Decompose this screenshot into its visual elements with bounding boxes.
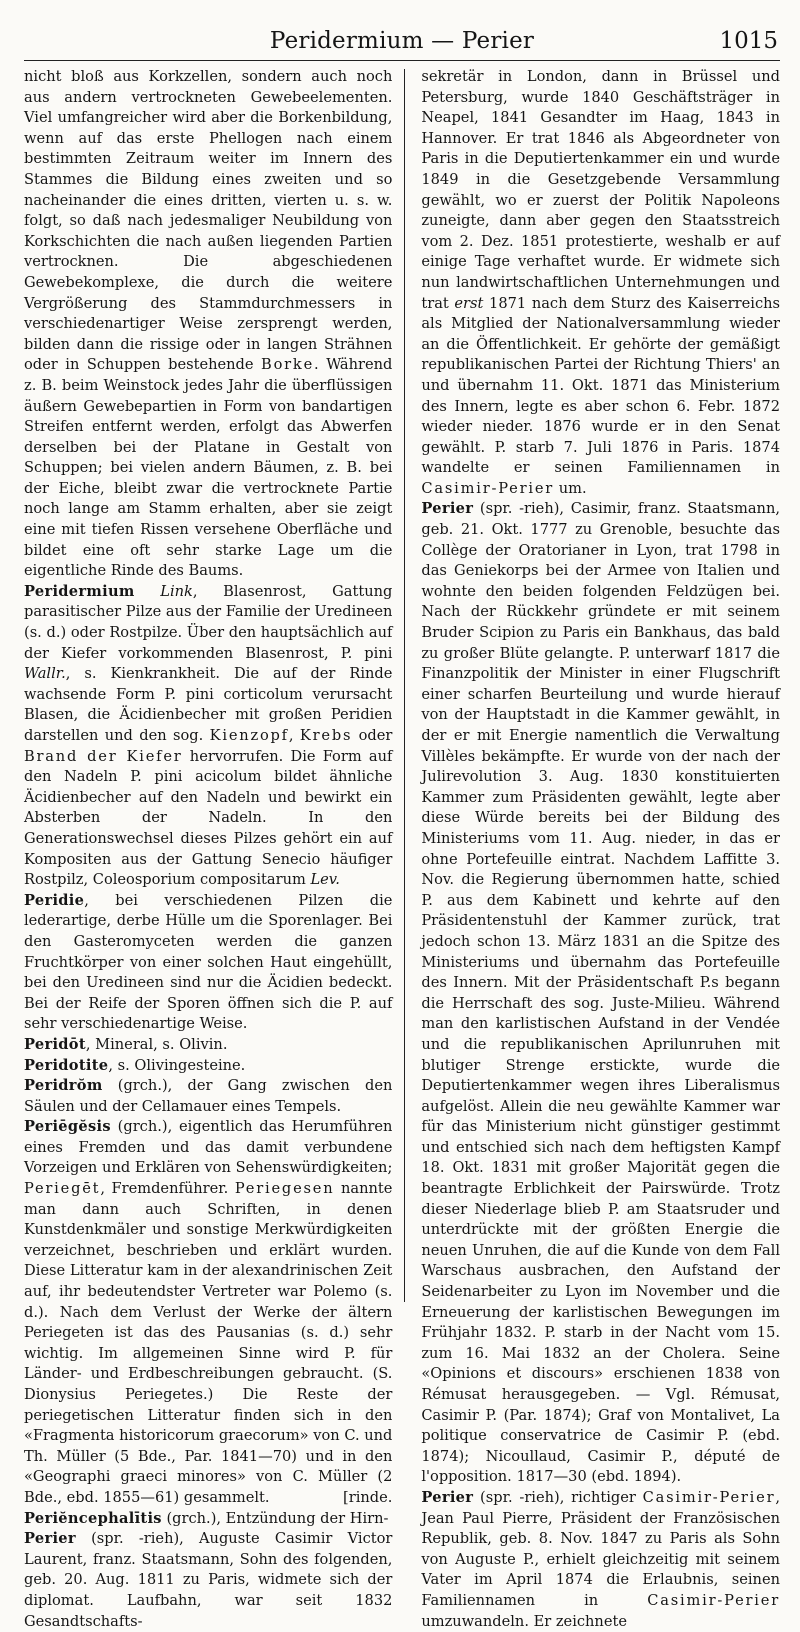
entry-periegesis: Periēgĕsis (grch.), eigentlich das Herumführen eines Fremden und das damit verbundene Vorzeigen und Erklären von Sehenswürdigkeiten; Periegēt, Fremdenführer. Periegesen nannte man dann auch Schriften, in denen Kunstdenkmäler und sonstige Merkwürdigkeiten verzeichnet, beschrieben und erklärt wurden. Diese Litteratur kam in der alexandrinischen Zeit auf, ihr bedeutendster Vertreter war Polemo (s. d.). Nach dem Verlust der Werke der ältern Periegeten ist das des Pausanias (s. d.) sehr wichtig. Im allgemeinen Sinne wird P. für Länder- und Erdbeschreibungen gebraucht. (S. Dionysius Periegetes.) Die Reste der periegetischen Litteratur finden sich in den «Fragmenta historicorum graecorum» von C. und Th. Müller (5 Bde., Par. 1841—70) und in den «Geographi graeci minores» von C. Müller (2 Bde., ebd. 1855—61) gesammelt. [24,1118,393,1506]
borke-continuation: nicht bloß aus Korkzellen, sondern auch noch aus andern vertrockneten Gewebeelementen. Viel umfangreicher wird aber die Borkenbildung, wenn auf das erste Phellogen nach einem bestimmten Zeitraum weiter im Innern des Stammes die Bildung eines zweiten und so nacheinander die eines dritten, vierten u. s. w. folgt, so daß nach jedesmaliger Neubildung von Korkschichten die nach außen liegenden Partien vertrocknen. Die abgeschiedenen Gewebekomplexe, die durch die weitere Vergrößerung des Stammdurchmessers in verschiedenartiger Weise zersprengt werden, bilden dann die rissige oder in langen Strähnen oder in Schuppen bestehende Borke. Während z. B. beim Weinstock jedes Jahr die überflüssigen äußern Gewebepartien in Form von bandartigen Streifen entfernt werden, erfolgt das Abwerfen derselben bei der Platane in Gestalt von Schuppen; bei vielen andern Bäumen, z. B. bei der Eiche, bleibt zwar die vertrocknete Partie noch lange am Stamm erhalten, aber sie zeigt eine mit tiefen Rissen versehene Oberfläche und bildet eine oft sehr starke Lage um die eigentliche Rinde des Baums. [24,68,393,580]
entry-perier-jean-paul: Perier (spr. -rieh), richtiger Casimir-Perier, Jean Paul Pierre, Präsident der Französischen Republik, geb. 8. Nov. 1847 zu Paris als Sohn von Auguste P., erhielt gleichzeitig mit seinem Vater im April 1874 die Erlaubnis, seinen Familiennamen in Casimir-Perier umzuwandeln. Er zeichnete [421,1488,780,1630]
entry-peridermium: Peridermium Link, Blasenrost, Gattung parasitischer Pilze aus der Familie der Uredineen (s. d.) oder Rostpilze. Über den hauptsächlich auf der Kiefer vorkommenden Blasenrost, P. pini Wallr., s. Kienkrankheit. Die auf der Rinde wachsende Form P. pini corticolum verursacht Blasen, die Äcidienbecher mit großen Peridien darstellen und den sog. Kienzopf, Krebs oder Brand der Kiefer hervorrufen. Die Form auf den Nadeln P. pini acicolum bildet ähnliche Äcidienbecher auf den Nadeln und bewirkt ein Absterben der Nadeln. In den Generationswechsel dieses Pilzes gehört ein auf Kompositen aus der Gattung Senecio häufiger Rostpilz, Coleosporium compositarum Lev. [24,582,393,889]
right-column [411,67,781,1630]
term-borke: Borke [261,356,315,374]
headword-periegesis: Periēgĕsis [24,1118,111,1136]
perier-auguste-continuation: sekretär in London, dann in Brüssel und Petersburg, wurde 1840 Geschäftsträger in Neapel, 1841 Gesandter im Haag, 1843 in Hannover. Er trat 1846 als Abgeordneter von Paris in die Deputiertenkammer ein und wurde 1849 in die Gesetzgebende Versammlung gewählt, wo er zuerst der Politik Napoleons zuneigte, dann aber gegen den Staatsstreich vom 2. Dez. 1851 protestierte, weshalb er auf einige Tage verhaftet wurde. Er widmete sich nun landwirtschaftlichen Unternehmungen und trat erst 1871 nach dem Sturz des Kaiserreichs als Mitglied der Nationalversammlung wieder an die Öffentlichkeit. Er gehörte der gemäßigt republikanischen Partei der Richtung Thiers' an und übernahm 11. Okt. 1871 das Ministerium des Innern, legte es aber schon 6. Febr. 1872 wieder nieder. 1876 wurde er in den Senat gewählt. P. starb 7. Juli 1876 in Paris. 1874 wandelte er seinen Familiennamen in Casimir-Perier um. [421,68,781,497]
headword-peridotite: Peridotite [24,1056,109,1074]
page-number: 1015 [719,28,778,54]
column-divider [404,69,405,1302]
entry-periencephalitis: Periĕncephalītis (grch.), Entzündung der Hirn- [24,1509,389,1527]
two-column-body [24,67,781,1630]
headword-peridrom: Peridrŏm [24,1077,103,1095]
headword-perier-jean-paul: Perier [421,1488,474,1506]
headword-perier-casimir: Perier [421,500,474,518]
entry-perier-auguste: Perier (spr. -rieh), Auguste Casimir Victor Laurent, franz. Staatsmann, Sohn des folgenden, geb. 20. Aug. 1811 zu Paris, widmete sich der diplomat. Laufbahn, war seit 1832 Gesandtschafts- [24,1530,393,1630]
headword-peridie: Peridie [24,891,85,909]
left-column [24,67,398,1630]
headword-peridot: Peridōt [24,1035,86,1053]
entry-perier-casimir: Perier (spr. -rieh), Casimir, franz. Staatsmann, geb. 21. Okt. 1777 zu Grenoble, besuchte das Collège der Oratorianer in Lyon, trat 1798 in das Geniekorps bei der Armee von Italien und wohnte den beiden folgenden Feldzügen bei. Nach der Rückkehr gründete er mit seinem Bruder Scipion zu Paris ein Bankhaus, das bald zu großer Blüte gelangte. P. unterwarf 1817 die Finanzpolitik der Minister in einer Flugschrift einer scharfen Beurteilung und wurde hierauf von der Hauptstadt in die Kammer gewählt, in der er mit Energie namentlich die Verwaltung Villèles bekämpfte. Er wurde von der nach der Julirevolution 3. Aug. 1830 konstituierten Kammer zum Präsidenten gewählt, legte aber diese Würde bereits bei der Bildung des Ministeriums vom 11. Aug. nieder, in das er ohne Portefeuille eintrat. Nachdem Laffitte 3. Nov. die Regierung übernommen hatte, schied P. aus dem Kabinett und kehrte auf den Präsidentenstuhl der Kammer zurück, trat jedoch schon 13. März 1831 an die Spitze des Ministeriums und übernahm das Portefeuille des Innern. Mit der Präsidentschaft P.s begann die Herrschaft des sog. Juste-Milieu. Während man den karlistischen Aufstand in der Vendée und die republikanischen Aprilunruhen mit blutiger Strenge erstickte, wurde die Deputiertenkammer wegen ihres Liberalismus aufgelöst. Allein die neu gewählte Kammer war für das Ministerium nicht günstiger gestimmt und entschied sich nach dem heftigsten Kampf 18. Okt. 1831 mit großer Majorität gegen die beantragte Erblichkeit der Pairswürde. Trotz dieser Niederlage blieb P. am Staatsruder und unterdrückte mit der größten Energie die neuen Unruhen, die auf die Kunde von dem Fall Warschaus ausbrachen, den Aufstand der Seidenarbeiter zu Lyon im November und die Erneuerung der karlistischen Bewegungen im Frühjahr 1832. P. starb in der Nacht vom 15. zum 16. Mai 1832 an der Cholera. Seine «Opinions et discours» erschienen 1838 von Rémusat herausgegeben. — Vgl. Rémusat, Casimir P. (Par. 1874); Graf von Montalivet, La politique conservatrice de Casimir P. (ebd. 1874); Nicoullaud, Casimir P., député de l'opposition. 1817—30 (ebd. 1894). [421,500,780,1486]
entry-peridot: Peridōt, Mineral, s. Olivin. [24,1035,228,1053]
entry-peridrom: Peridrŏm (grch.), der Gang zwischen den Säulen und der Cellamauer eines Tempels. [24,1077,393,1115]
entry-peridie: Peridie, bei verschiedenen Pilzen die lederartige, derbe Hülle um die Sporenlager. Bei den Gasteromyceten werden die ganzen Fruchtkörper von einer solchen Haut eingehüllt, bei den Uredineen sind nur die Äcidien bedeckt. Bei der Reife der Sporen öffnen sich die P. auf sehr verschiedenartige Weise. [24,891,393,1033]
carryover-word: [rinde. [343,1488,393,1506]
running-header [24,0,780,61]
entry-peridotite: Peridotite, s. Olivingesteine. [24,1056,246,1074]
headword-periencephalitis: Periĕncephalītis [24,1509,162,1527]
header-title: Peridermium — Perier [269,28,535,54]
headword-perier-auguste: Perier [24,1530,76,1548]
headword-peridermium: Peridermium [24,582,135,600]
